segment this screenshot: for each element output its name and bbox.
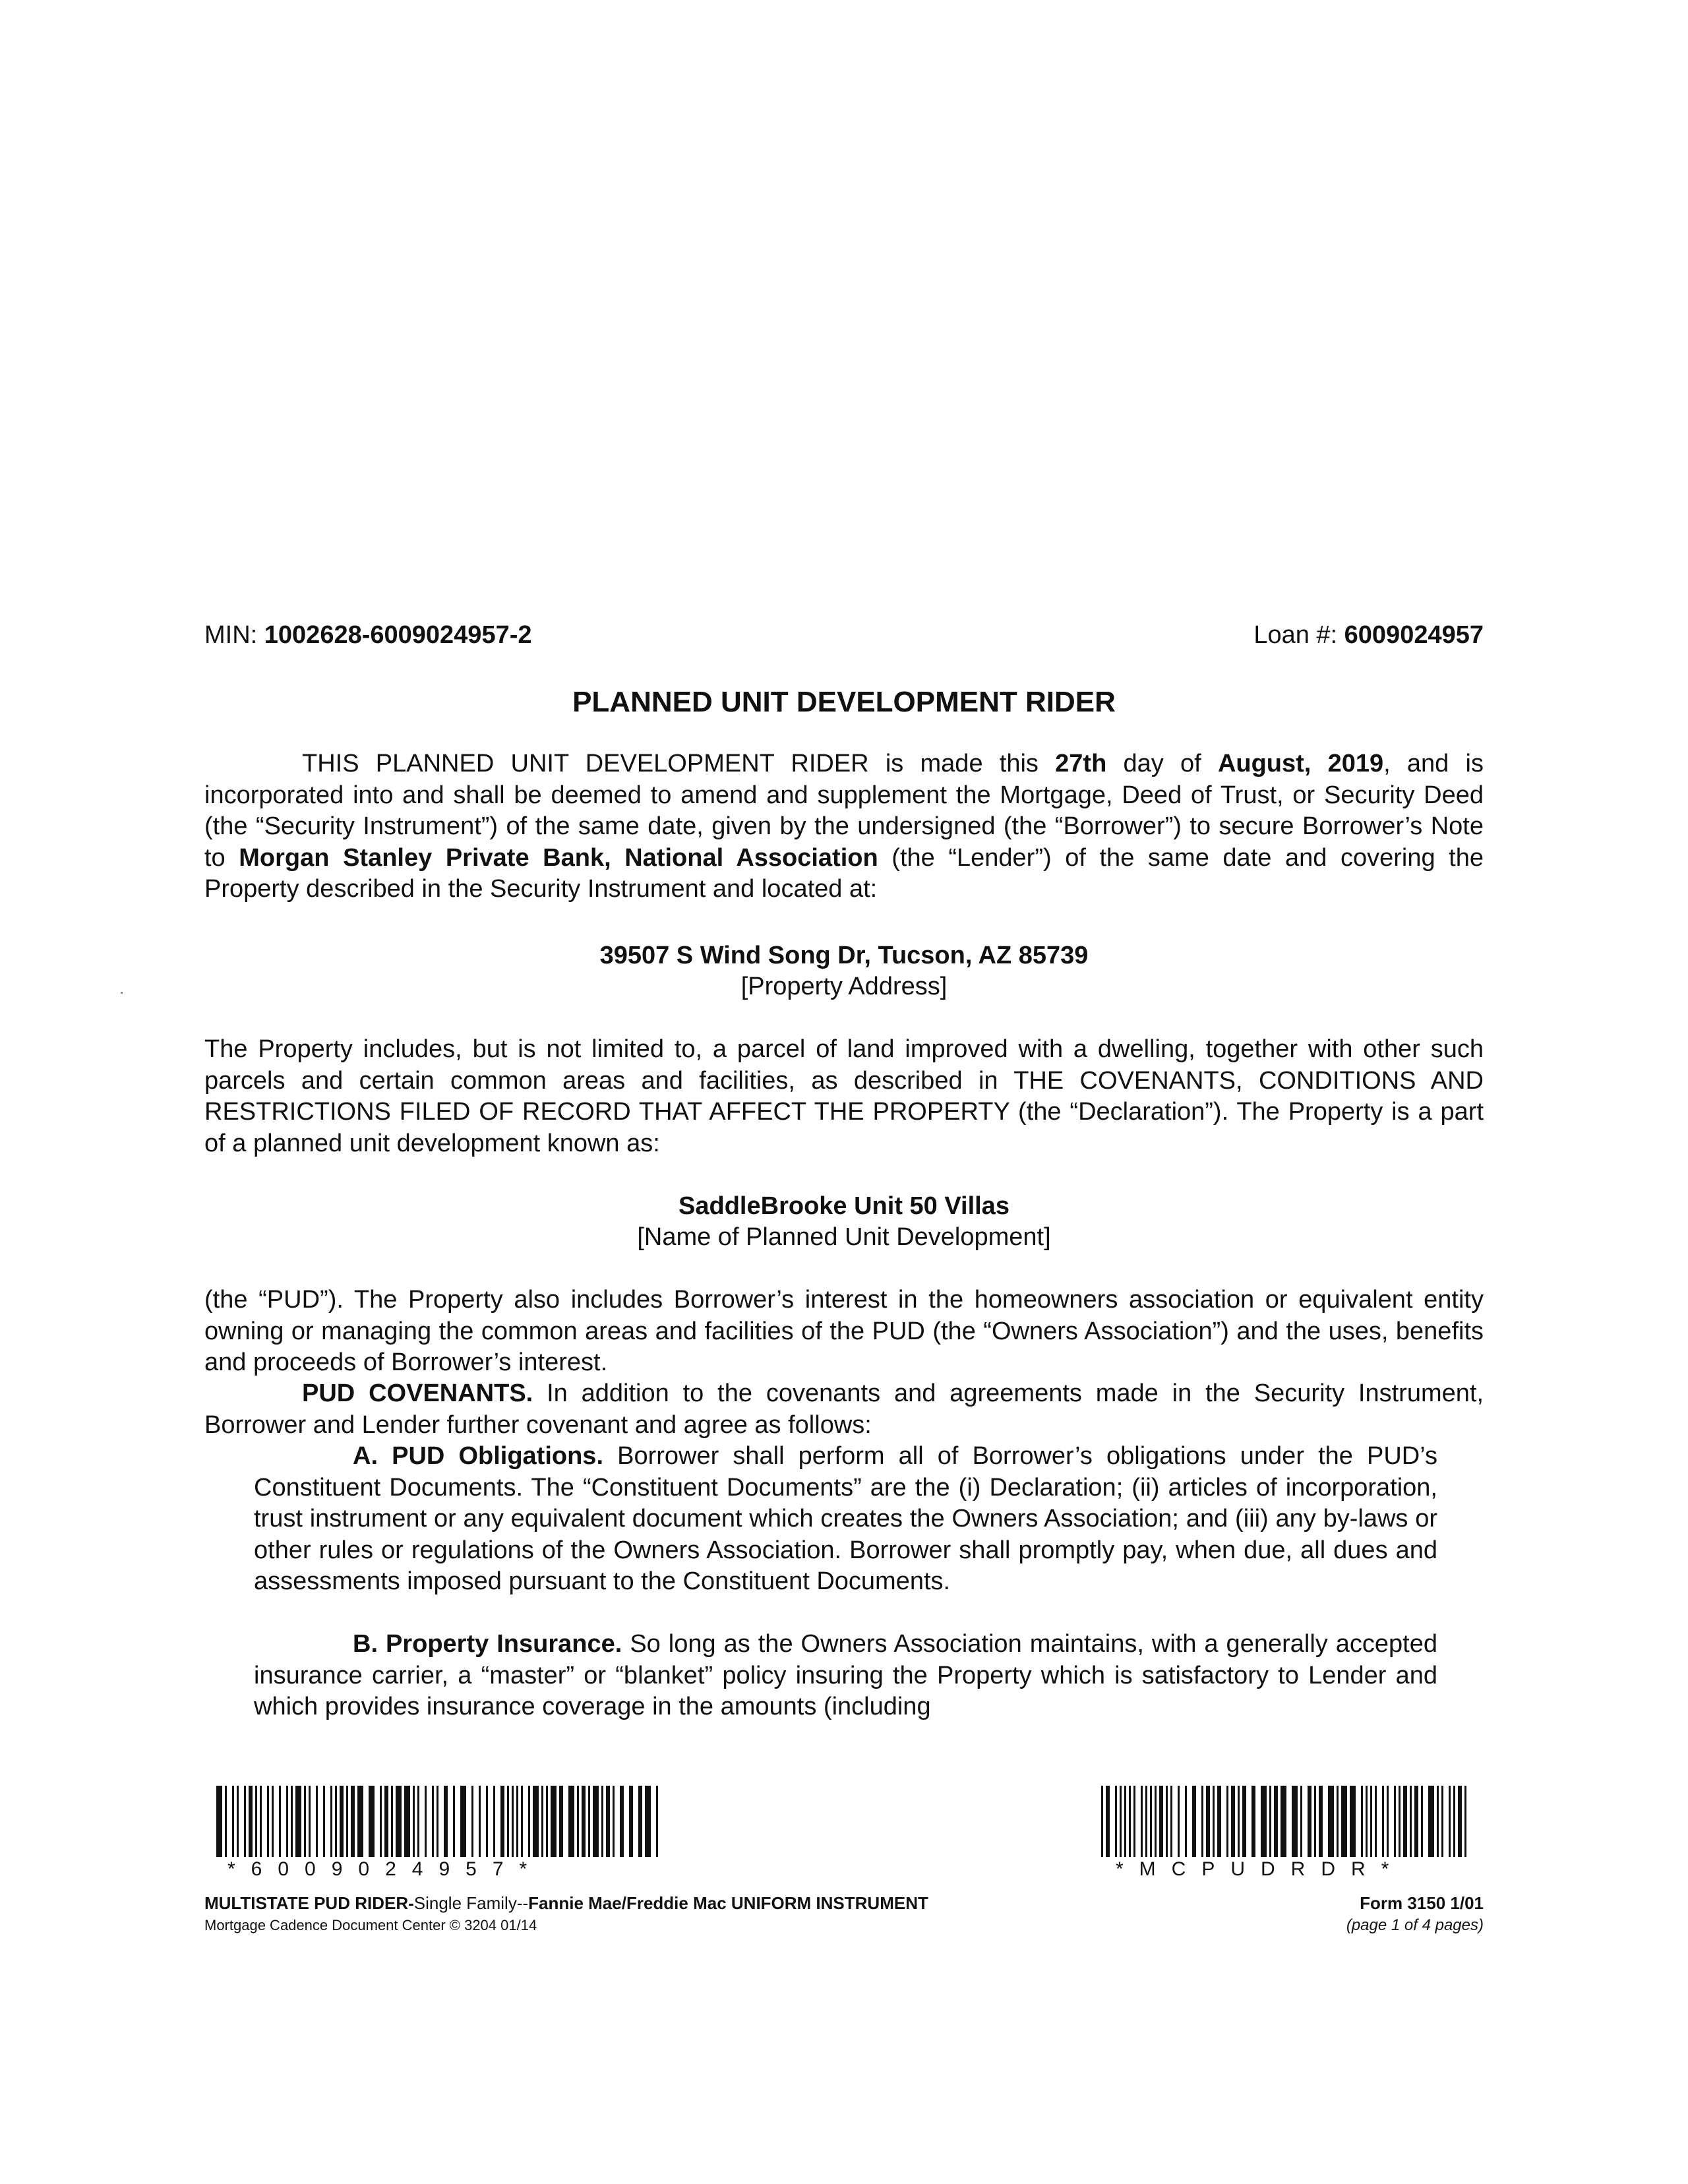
barcode-gap [1356,1786,1361,1857]
intro-paragraph: THIS PLANNED UNIT DEVELOPMENT RIDER is made this 27th day of August, 2019, and is incorporated into and shall be deemed to amend and supplement the Mortgage, Deed of Trust, or Security Deed (the “Security Instrument”) of the same date, given by the undersigned (the “Borrower”) to secure Borrower’s Note to Morgan Stanley Private Bank, National Association (the “Lender”) of the same date and covering the Property described in the Security Instrument and located at: [204,750,1484,903]
barcode-bar [369,1786,375,1857]
barcode-gap [311,1786,316,1857]
barcode-bar [1341,1786,1347,1857]
barcode-gap [438,1786,444,1857]
barcode-bar [1261,1786,1267,1857]
barcode-gap [495,1786,500,1857]
section-b-property-insurance: B. Property Insurance. So long as the Owners Association maintains, with a generally accepted insurance carrier, a “master” or “blanket” policy insuring the Property which is satisfactory to Lender and which provides insurance coverage in the amounts (including [254,1630,1437,1720]
header-line [204,620,1484,653]
barcode-gap [624,1786,629,1857]
owners-association-paragraph: (the “PUD”). The Property also includes Borrower’s interest in the homeowners association or equivalent entity owning or managing the common areas and facilities of the PUD (the “Owners Association”) and the uses, benefits and proceeds of Borrower’s interest. [204,1286,1484,1376]
barcode-gap [1187,1786,1192,1857]
barcode-bar [551,1786,557,1857]
barcode-gap [227,1786,232,1857]
loan-barcode [216,1786,665,1857]
barcode-gap [473,1786,479,1857]
form-barcode [1101,1786,1470,1857]
barcode-gap [1286,1786,1292,1857]
barcode-gap [651,1786,656,1857]
barcode-gap [1423,1786,1428,1857]
pud-covenants-paragraph: PUD COVENANTS. In addition to the covenants and agreements made in the Security Instrument, Borrower and Lender further covenant and agree as follows: [204,1380,1484,1439]
barcode-gap [1180,1786,1185,1857]
barcode-gap [1389,1786,1394,1857]
barcode-gap [262,1786,267,1857]
barcode-gap [325,1786,330,1857]
barcode-bar [1350,1786,1356,1857]
barcode-bar [404,1786,410,1857]
barcode-gap [481,1786,486,1857]
barcode-bar [357,1786,363,1857]
barcode-gap [1110,1786,1115,1857]
footer-document-center: Mortgage Cadence Document Center © 3204 01/14 [204,1917,537,1933]
footer-form-number: Form 3150 1/01 [1360,1893,1484,1913]
loan-value: 6009024957 [1344,621,1484,649]
barcode-bar [1328,1786,1334,1857]
barcode-bar [396,1786,402,1857]
declaration-paragraph: The Property includes, but is not limited to, a parcel of land improved with a dwelling, together with other such parcels and certain common areas and facilities, as described in THE COVENANTS, CONDITIONS AND RESTRICTIONS FILED OF RECORD THAT AFFECT THE PROPERTY (the “Declaration”). The Property is a part of a planned unit development known as: [204,1035,1484,1157]
barcode-gap [427,1786,432,1857]
form-barcode-text: *MCPUDRDR* [1116,1858,1405,1880]
scan-speck [121,992,123,994]
barcode-gap [1246,1786,1251,1857]
barcode-gap [274,1786,279,1857]
barcode-bar [1464,1786,1466,1857]
property-address-caption: [Property Address] [740,973,948,1000]
barcode-gap [239,1786,244,1857]
barcode-bar [533,1786,539,1857]
barcode-bar [645,1786,651,1857]
barcode-bar [295,1786,301,1857]
barcode-gap [448,1786,453,1857]
barcode-gap [455,1786,460,1857]
barcode-gap [1255,1786,1261,1857]
barcode-gap [1323,1786,1328,1857]
barcode-gap [615,1786,620,1857]
barcode-gap [281,1786,286,1857]
barcode-gap [466,1786,471,1857]
barcode-gap [488,1786,493,1857]
loan-barcode-text: *6009024957* [227,1858,543,1880]
barcode-bar [1428,1786,1434,1857]
barcode-gap [419,1786,425,1857]
barcode-gap [523,1786,528,1857]
document-title: PLANNED UNIT DEVELOPMENT RIDER [572,686,1116,718]
barcode-gap [1377,1786,1382,1857]
barcode-gap [1302,1786,1308,1857]
barcode-gap [563,1786,568,1857]
loan-number: Loan #: 6009024957 [1253,621,1484,649]
barcode-gap [1443,1786,1449,1857]
barcode-gap [658,1786,663,1857]
min-value: 1002628-6009024957-2 [264,621,532,649]
property-address: 39507 S Wind Song Dr, Tucson, AZ 85739 [599,942,1089,969]
barcode-gap [1196,1786,1201,1857]
barcode-gap [633,1786,638,1857]
barcode-bar [1292,1786,1298,1857]
footer-form-name: MULTISTATE PUD RIDER-Single Family--Fannie Mae/Freddie Mac UNIFORM INSTRUMENT [204,1893,928,1913]
barcode-bar [568,1786,574,1857]
min-number: MIN: 1002628-6009024957-2 [204,621,532,649]
barcode-gap [1221,1786,1226,1857]
barcode-gap [363,1786,369,1857]
pud-name: SaddleBrooke Unit 50 Villas [678,1192,1010,1220]
pud-name-caption: [Name of Planned Unit Development] [637,1223,1051,1251]
barcode-gap [375,1786,380,1857]
barcode-bar [593,1786,599,1857]
barcode-bar [216,1786,222,1857]
barcode-gap [1135,1786,1141,1857]
footer-page-number: (page 1 of 4 pages) [1346,1916,1484,1934]
barcode-gap [1172,1786,1178,1857]
section-a-pud-obligations: A. PUD Obligations. Borrower shall perform all of Borrower’s obligations under the PUD’s Constituent Documents. The “Constituent Documents” are the (i) Declaration; (ii) articles of incorporation, trust instrument or any equivalent document which creates the Owners Association; and (iii) any by-laws or other rules or regulations of the Owners Association. Borrower shall promptly pay, when due, all dues and assessments imposed pursuant to the Constituent Documents. [254,1442,1437,1595]
barcode-gap [318,1786,323,1857]
barcode-bar [460,1786,466,1857]
barcode-bar [1281,1786,1286,1857]
